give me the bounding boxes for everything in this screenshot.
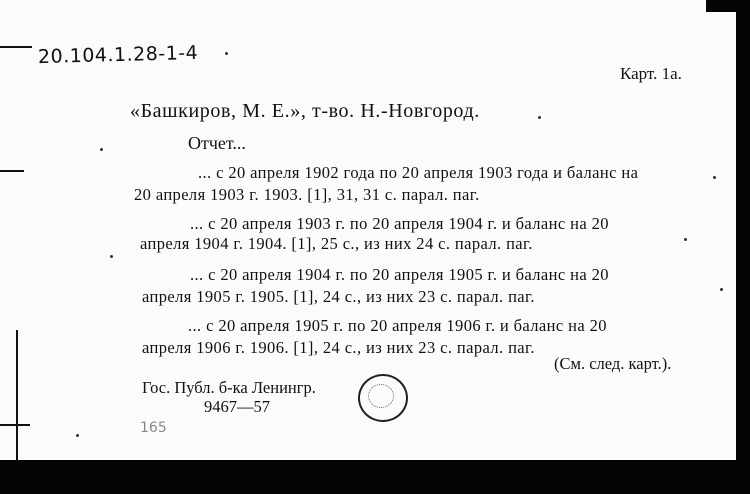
scan-border-right	[736, 0, 750, 494]
entry-4-line-2: апреля 1906 г. 1906. [1], 24 с., из них 23 с. парал. паг.	[142, 338, 535, 357]
library-stamp-inner	[368, 384, 394, 408]
speck	[100, 148, 103, 151]
speck	[538, 116, 541, 119]
see-next-card-note: (См. след. карт.).	[554, 354, 672, 373]
scan-border-top-right	[706, 0, 750, 12]
speck	[720, 288, 723, 291]
library-name: Гос. Публ. б-ка Ленингр.	[142, 378, 316, 397]
speck	[684, 238, 687, 241]
entry-3-line-2: апреля 1905 г. 1905. [1], 24 с., из них 23 с. парал. паг.	[142, 287, 535, 306]
edge-mark	[0, 424, 30, 426]
speck	[225, 52, 228, 55]
entry-3-line-1: ... с 20 апреля 1904 г. по 20 апреля 1905 г. и баланс на 20	[190, 265, 609, 284]
entry-2-line-1: ... с 20 апреля 1903 г. по 20 апреля 1904 г. и баланс на 20	[190, 214, 609, 233]
library-accession-number: 9467—57	[204, 397, 270, 416]
edge-mark	[0, 46, 32, 48]
speck	[713, 176, 716, 179]
entry-4-line-1: ... с 20 апреля 1905 г. по 20 апреля 1906 г. и баланс на 20	[188, 316, 607, 335]
entry-1-line-1: ... с 20 апреля 1902 года по 20 апреля 1903 года и баланс на	[198, 163, 639, 182]
faint-pencil-mark: 165	[140, 420, 167, 436]
edge-line	[16, 330, 18, 460]
speck	[110, 255, 113, 258]
entry-2-line-2: апреля 1904 г. 1904. [1], 25 с., из них 24 с. парал. паг.	[140, 234, 533, 253]
edge-mark	[0, 170, 24, 172]
card-number: Карт. 1а.	[620, 64, 682, 83]
entry-1-line-2: 20 апреля 1903 г. 1903. [1], 31, 31 с. парал. паг.	[134, 185, 480, 204]
speck	[76, 434, 79, 437]
handwritten-shelfmark: 20.104.1.28-1-4	[37, 41, 199, 69]
card-subheading: Отчет...	[188, 133, 246, 153]
scan-border-bottom	[0, 460, 750, 494]
card-heading: «Башкиров, М. Е.», т-во. Н.-Новгород.	[130, 100, 480, 122]
